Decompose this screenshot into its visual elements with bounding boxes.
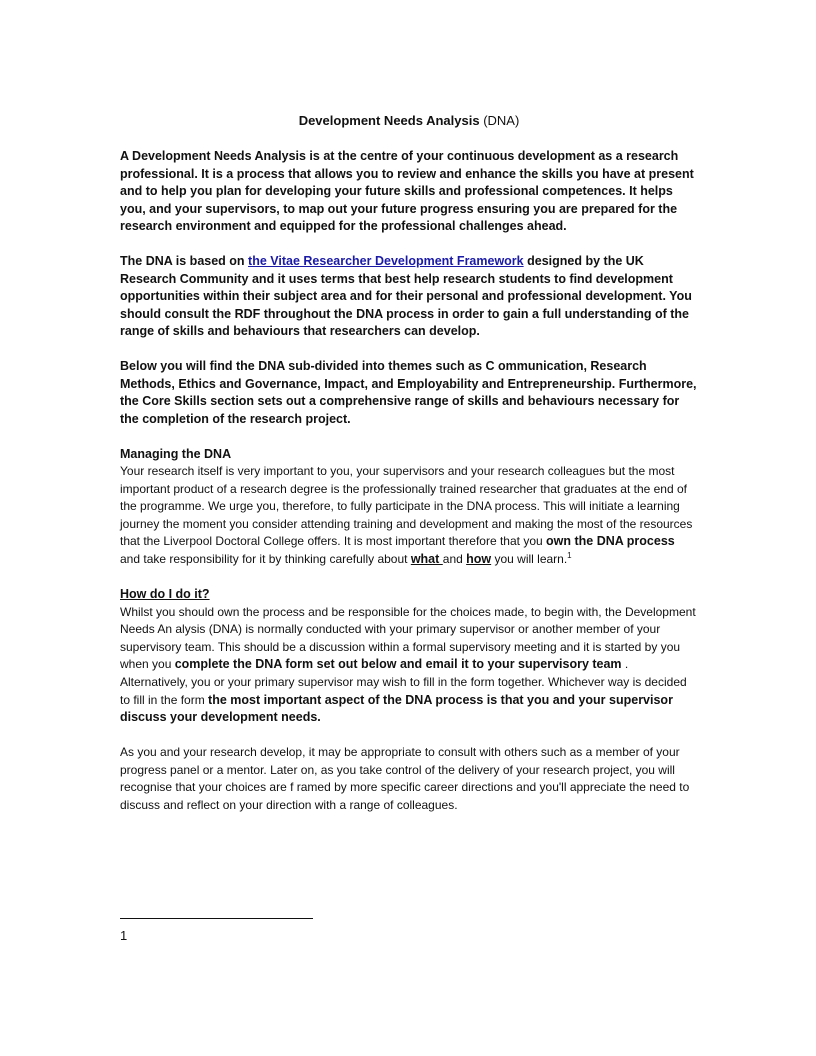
important-aspect-emphasis: the most important aspect of the DNA process is that you and your supervisor discuss your development needs.: [120, 692, 673, 725]
how-emphasis: how: [466, 551, 492, 566]
managing-text-2: and take responsibility for it by thinking carefully about: [120, 551, 411, 566]
managing-section: [120, 446, 698, 569]
how-section: [120, 586, 698, 727]
complete-form-emphasis: complete the DNA form set out below and email it to your supervisory team: [174, 657, 622, 672]
managing-text-4: you will learn.: [491, 551, 568, 566]
rdf-paragraph: [120, 253, 698, 341]
title-bold: Development Needs Analysis: [298, 113, 480, 128]
title-suffix: (DNA): [483, 113, 520, 128]
themes-paragraph: Below you will find the DNA sub-divided into themes such as C ommunication, Research Methods, Ethics and Governance, Impact, and Employability and Entrepreneurship. Furthermore, the Core Skills section sets out a comprehensive range of skills and behaviours necessary for the completion of the research project.: [120, 359, 697, 426]
how-text-2: . Alternatively, you or your primary supervisor may wish to fill in the form together. Whichever way is decided to fill in the form: [120, 657, 687, 707]
footnote-divider: [120, 918, 313, 919]
document-title: [120, 112, 698, 130]
document-page: [120, 112, 698, 832]
managing-heading: Managing the DNA: [120, 446, 232, 461]
intro-paragraph: A Development Needs Analysis is at the centre of your continuous development as a research professional. It is a process that allows you to review and enhance the skills you have at present and to help you plan for developing your future skills and professional competences. It helps you, and your supervisors, to map out your future progress ensuring you are prepared for the research environment and equipped for the professional challenges ahead.: [120, 149, 694, 233]
how-heading: How do I do it?: [120, 587, 210, 602]
consult-paragraph: As you and your research develop, it may be appropriate to consult with others such as a member of your progress panel or a mentor. Later on, as you take control of the delivery of your research project, you will recognise that your choices are f ramed by more specific career directions and you'll appreciate the need to discuss and reflect on your direction with a range of colleagues.: [120, 745, 690, 812]
own-dna-process-emphasis: own the DNA process: [546, 534, 675, 549]
managing-text-1: Your research itself is very important to you, your supervisors and your research colleagues but the most important product of a research degree is the professionally trained researcher that graduates at the end of the programme. We urge you, therefore, to fully participate in the DNA process. This will initiate a learning journey the moment you consider attending training and development and making the most of the resources that the Liverpool Doctoral College offers. It is most important therefore that you: [120, 464, 693, 549]
rdf-text-after: designed by the UK Research Community and it uses terms that best help research students to find development opportunities within their subject area and for their personal and professional development. You should consult the RDF throughout the DNA process in order to gain a full understanding of the range of skills and behaviours that researchers can develop.: [120, 254, 692, 338]
footnote-reference[interactable]: 1: [567, 550, 572, 560]
rdf-text-before: The DNA is based on: [120, 254, 245, 268]
footnote-number: 1: [120, 928, 128, 943]
what-emphasis: what: [410, 551, 443, 566]
how-text-1: Whilst you should own the process and be responsible for the choices made, to begin with, the Development Needs An alysis (DNA) is normally conducted with your primary supervisor or another member of your supervisory team. This should be a discussion within a formal supervisory meeting and it is started by you when you: [120, 604, 696, 672]
managing-text-3: and: [442, 551, 467, 566]
vitae-framework-link[interactable]: the Vitae Researcher Development Framework: [248, 254, 524, 268]
